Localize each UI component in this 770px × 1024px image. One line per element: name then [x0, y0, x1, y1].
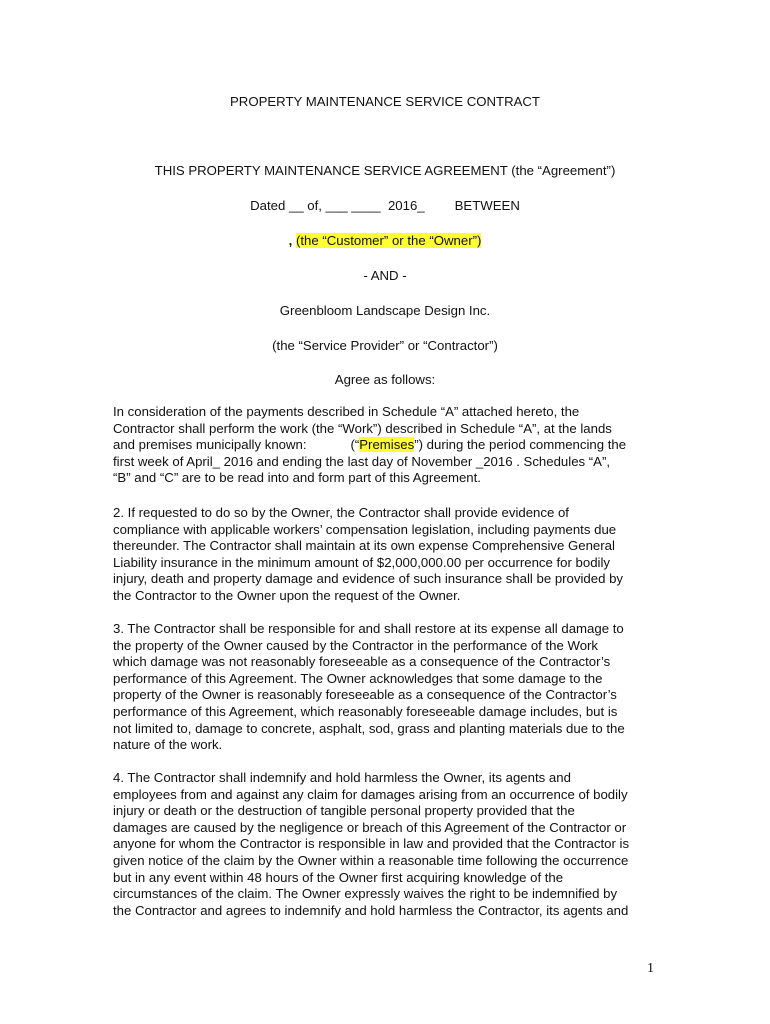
premises-after: ”) during the period commencing the — [414, 437, 627, 453]
paragraph-line: circumstances of the claim. The Owner expressly waives the right to be indemnified by — [113, 886, 618, 902]
paragraph-line: In consideration of the payments described in Schedule “A” attached hereto, the — [113, 404, 580, 419]
paragraph-line: which damage was not reasonably foreseeable as a consequence of the Contractor’s — [113, 654, 611, 670]
agreement-intro: THIS PROPERTY MAINTENANCE SERVICE AGREEMENT (the “Agreement”) — [154, 163, 616, 178]
paragraph-line: but in any event within 48 hours of the Owner first acquiring knowledge of the — [113, 869, 564, 885]
paragraph-line: injury or death or the destruction of tangible personal property provided that the — [113, 803, 575, 819]
provider-role: (the “Service Provider” or “Contractor”) — [272, 338, 498, 353]
paragraph-line — [113, 437, 661, 454]
paragraph-line: anyone for whom the Contractor is responsible in law and provided that the Contractor is — [113, 836, 630, 852]
paragraph-line: not limited to, damage to concrete, asphalt, sod, grass and planting materials due to the — [113, 720, 625, 736]
page-number: 1 — [647, 961, 654, 976]
provider-name: Greenbloom Landscape Design Inc. — [279, 303, 491, 318]
paragraph-4 — [113, 770, 661, 919]
paragraph-3 — [113, 621, 661, 754]
agree-heading: Agree as follows: — [334, 372, 436, 387]
dated-line — [0, 198, 770, 214]
paragraph-line: the Contractor and agrees to indemnify and hold harmless the Contractor, its agents and — [113, 902, 629, 918]
dated-text: Dated __ of, ___ ____ 2016_ — [250, 198, 425, 213]
paragraph-line: property of the Owner is reasonably foreseeable as a consequence of the Contractor’s — [113, 687, 617, 703]
paragraph-line: 2. If requested to do so by the Owner, the Contractor shall provide evidence of — [113, 505, 569, 520]
document-title: PROPERTY MAINTENANCE SERVICE CONTRACT — [230, 94, 540, 109]
paragraph-line: thereunder. The Contractor shall maintain at its own expense Comprehensive General — [113, 538, 615, 554]
paragraph-line: first week of April_ 2016 and ending the last day of November _2016 . Schedules “A”, — [113, 453, 611, 469]
paragraph-line: nature of the work. — [113, 737, 223, 753]
paragraph-line: Liability insurance in the minimum amount of $2,000,000.00 per occurrence for bodily — [113, 554, 611, 570]
paragraph-line: the property of the Owner caused by the Contractor in the performance of the Work — [113, 637, 599, 653]
premises-before: and premises municipally known: (“ — [113, 437, 360, 453]
paragraph-line: Contractor shall perform the work (the “Work”) described in Schedule “A”, at the lands — [113, 420, 612, 436]
paragraph-2 — [113, 505, 661, 605]
premises-highlight: Premises — [359, 437, 415, 453]
paragraph-line: “B” and “C” are to be read into and form part of this Agreement. — [113, 470, 481, 486]
paragraph-line: the Contractor to the Owner upon the request of the Owner. — [113, 587, 461, 603]
paragraph-line: injury, death and property damage and evidence of such insurance shall be provided by — [113, 571, 623, 587]
customer-line — [0, 233, 770, 249]
customer-label-highlight: (the “Customer” or the “Owner”) — [295, 233, 482, 248]
paragraph-line: employees from and against any claim for damages arising from an occurrence of bodily — [113, 786, 628, 802]
between-text: BETWEEN — [454, 198, 520, 213]
paragraph-line: damages are caused by the negligence or breach of this Agreement of the Contractor or — [113, 819, 627, 835]
customer-comma: , — [288, 233, 293, 248]
paragraph-line: 4. The Contractor shall indemnify and hold harmless the Owner, its agents and — [113, 770, 571, 785]
paragraph-1 — [113, 404, 661, 487]
paragraph-line: performance of this Agreement. The Owner acknowledges that some damage to the — [113, 670, 603, 686]
paragraph-line: given notice of the claim by the Owner within a reasonable time following the occurrence — [113, 852, 629, 868]
paragraph-line: performance of this Agreement, which reasonably foreseeable damage includes, but is — [113, 703, 618, 719]
paragraph-line: 3. The Contractor shall be responsible for and shall restore at its expense all damage to — [113, 621, 624, 636]
and-separator: - AND - — [363, 268, 407, 283]
paragraph-line: compliance with applicable workers’ compensation legislation, including payments due — [113, 521, 617, 537]
